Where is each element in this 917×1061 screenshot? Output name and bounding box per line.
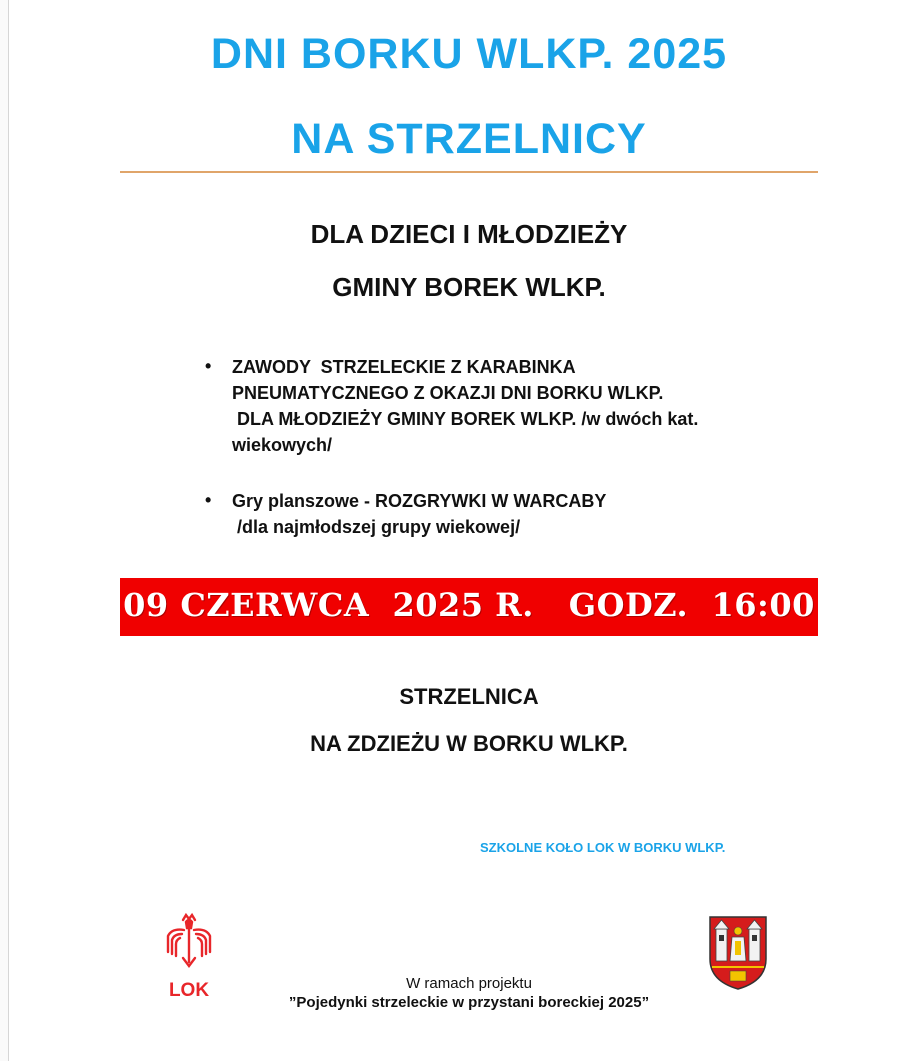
venue-location: NA ZDZIEŻU W BORKU WLKP. <box>310 731 628 756</box>
bullet-marker: • <box>205 356 212 376</box>
organizer-name: SZKOLNE KOŁO LOK W BORKU WLKP. <box>480 840 726 855</box>
bullet-marker: • <box>205 490 212 510</box>
lok-logo-text: LOK <box>168 980 210 1000</box>
date-banner <box>120 578 818 636</box>
date-time-text: 09 CZERWCA 2025 R. GODZ. 16:00 <box>123 586 815 624</box>
title-divider <box>120 171 818 173</box>
audience-heading-line2: GMINY BOREK WLKP. <box>332 272 606 302</box>
page-edge <box>0 0 9 1061</box>
page-title-line2: NA STRZELNICY <box>291 115 647 163</box>
list-item-competition: ZAWODY STRZELECKIE Z KARABINKA PNEUMATYCZNEGO Z OKAZJI DNI BORKU WLKP. DLA MŁODZIEŻY GMINY BOREK WLKP. /w dwóch kat. wiekowych/ <box>232 357 699 455</box>
page-title: DNI BORKU WLKP. 2025 <box>210 30 728 78</box>
list-item-board-games: Gry planszowe - ROZGRYWKI W WARCABY /dla najmłodszej grupy wiekowej/ <box>232 491 607 537</box>
audience-heading: DLA DZIECI I MŁODZIEŻY <box>310 219 628 249</box>
project-intro: W ramach projektu <box>406 975 532 992</box>
venue-name: STRZELNICA <box>399 684 539 709</box>
project-name: ”Pojedynki strzeleckie w przystani boreckiej 2025” <box>288 994 650 1011</box>
